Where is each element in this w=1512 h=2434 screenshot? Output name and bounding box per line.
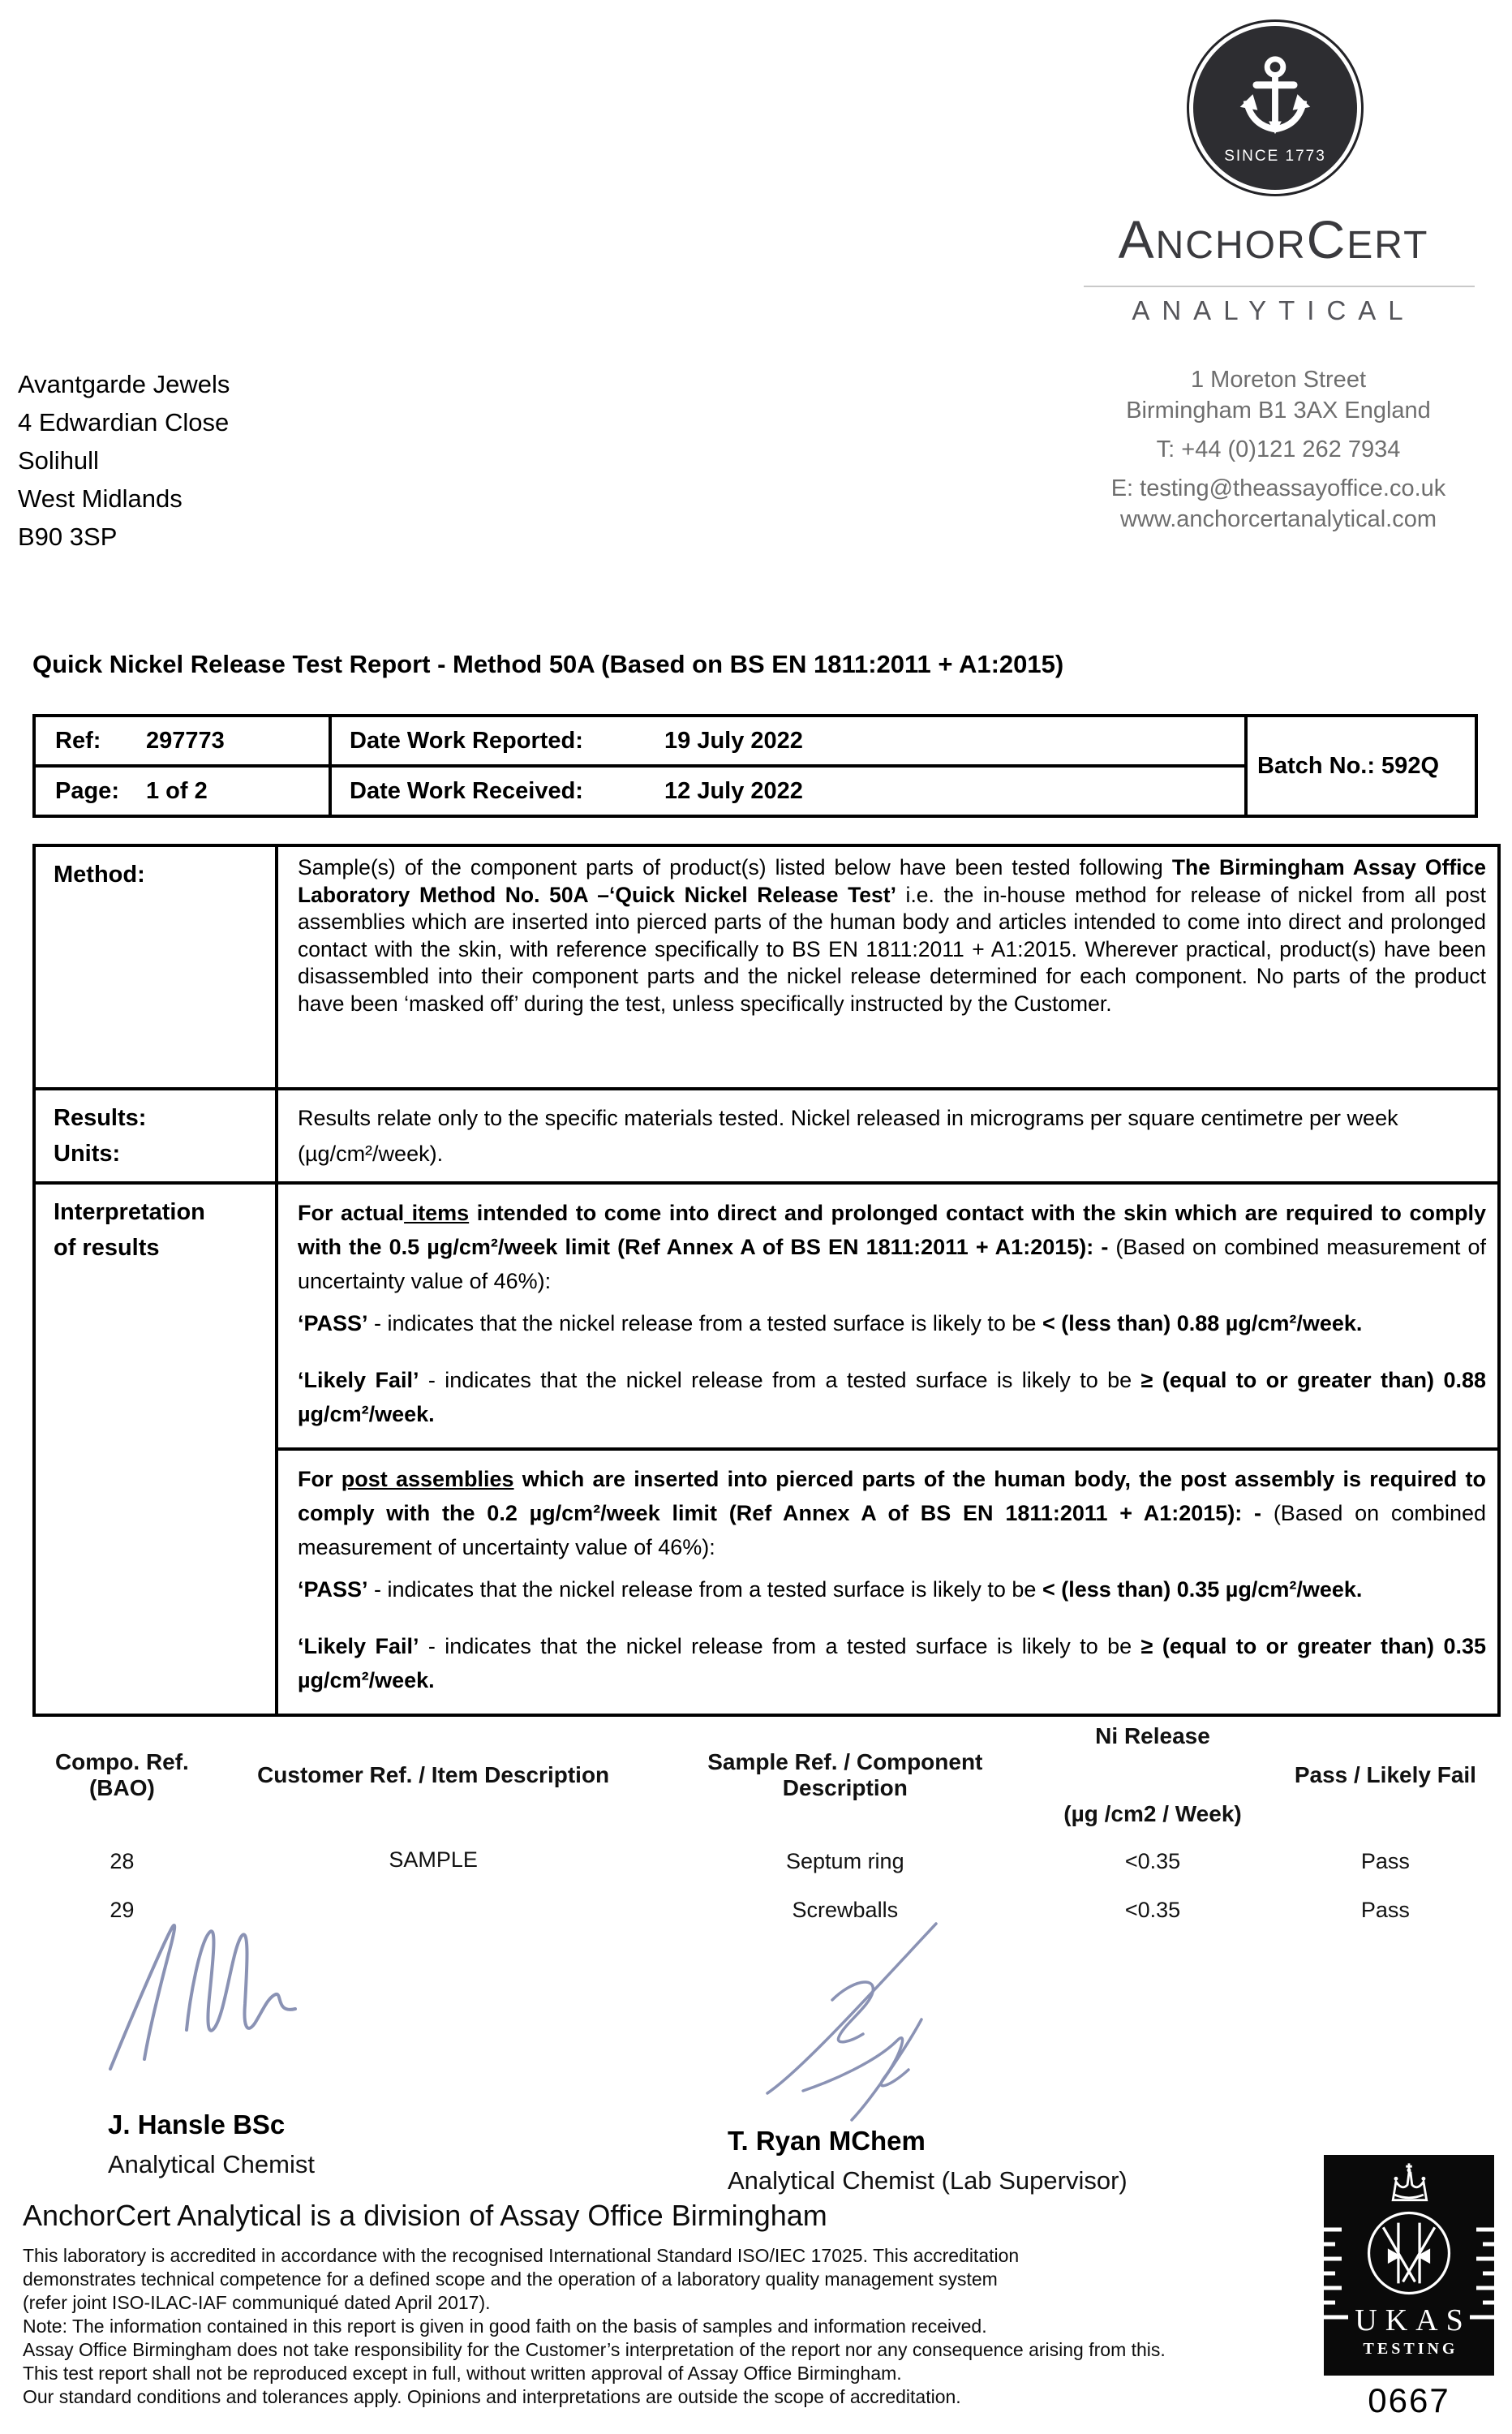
interpretation-row xyxy=(34,1183,1499,1715)
header-line: Sample Ref. / Component xyxy=(707,1749,983,1774)
page-value: 1 of 2 xyxy=(146,777,208,804)
ref-label: Ref: xyxy=(55,727,101,754)
sample-ref-header xyxy=(655,1714,1035,1837)
customer-address xyxy=(18,365,230,556)
date-reported-cell xyxy=(330,716,1246,766)
table-row xyxy=(32,1837,1501,1886)
result-cell: Pass xyxy=(1360,1848,1410,1873)
compo-ref-header xyxy=(32,1714,212,1837)
pass-fail-header: Pass / Likely Fail xyxy=(1294,1762,1476,1787)
page-cell xyxy=(34,766,330,816)
ukas-accreditation-mark xyxy=(1324,2155,1494,2420)
signature-chemist-icon xyxy=(96,1900,299,2087)
header-units: (µg /cm2 / Week) xyxy=(1063,1801,1242,1826)
customer-address-line: West Midlands xyxy=(18,484,183,513)
customer-address-line: 4 Edwardian Close xyxy=(18,408,230,436)
units-label: Units: xyxy=(54,1141,121,1167)
ukas-logo xyxy=(1324,2155,1494,2376)
signature-supervisor-icon xyxy=(754,1903,957,2134)
lab-email: E: testing@theassayoffice.co.uk xyxy=(1110,475,1446,501)
method-paragraph: Sample(s) of the component parts of product(s) listed below have been tested following The Birmingham Assay Office Laboratory Method No. 50A –‘Quick Nickel Release Test’ i.e. the in-house method for release of nickel from all post assemblies which are inserted into pierced parts of the human body and articles intended to come into direct and prolonged contact with the skin, with reference specifically to BS EN 1811:2011 + A1:2015. Wherever practical, product(s) have been disassembled into their component parts and the nickel release determined for each component. No parts of the product have been ‘masked off’ during the test, unless specifically instructed by the Customer. xyxy=(298,855,1487,1016)
accreditation-small-print xyxy=(23,2244,1166,2409)
results-header-row xyxy=(32,1714,1501,1837)
report-body xyxy=(32,844,1501,1934)
customer-address-line: Avantgarde Jewels xyxy=(18,370,230,398)
header-line: (BAO) xyxy=(88,1775,155,1800)
items-limit-intro: For actual items intended to come into direct and prolonged contact with the skin which are required to comply with the 0.5 µg/cm²/week limit (Ref Annex A of BS EN 1811:2011 + A1:2015): - (Based on combined measurement of uncertainty value of 46%): xyxy=(298,1201,1486,1293)
compo-ref-cell: 29 xyxy=(110,1897,135,1922)
ni-release-cell: <0.35 xyxy=(1124,1897,1181,1922)
lab-address-line: 1 Moreton Street xyxy=(1191,367,1366,393)
method-label: Method: xyxy=(34,845,277,1089)
lab-address xyxy=(1076,367,1481,537)
ref-cell xyxy=(34,716,330,766)
brand-part: C xyxy=(1306,209,1347,269)
crown-icon xyxy=(1382,2160,1436,2209)
page-label: Page: xyxy=(55,777,119,804)
header-line: Compo. Ref. xyxy=(54,1749,189,1774)
lab-website: www.anchorcertanalytical.com xyxy=(1119,506,1437,532)
ukas-number: 0667 xyxy=(1368,2381,1450,2419)
results-text: Results relate only to the specific materials tested. Nickel released in micrograms per square centimetre per week (µg/cm²/week). xyxy=(277,1089,1499,1183)
items-pass-definition: ‘PASS’ - indicates that the nickel release from a tested surface is likely to be < (less than) 0.88 µg/cm²/week. xyxy=(298,1311,1363,1335)
small-print-line: Assay Office Birmingham does not take responsibility for the Customer’s interpretation of the report nor any consequence arising from this. xyxy=(23,2339,1166,2360)
brand-wordmark xyxy=(1038,209,1509,269)
component-cell: Screwballs xyxy=(792,1897,899,1922)
header-line: Description xyxy=(782,1775,908,1800)
brand-part: A xyxy=(1118,209,1156,269)
small-print-line: Our standard conditions and tolerances apply. Opinions and interpretations are outside the scope of accreditation. xyxy=(23,2386,961,2407)
ref-value: 297773 xyxy=(146,727,225,754)
small-print-line: (refer joint ISO-ILAC-IAF communiqué dated April 2017). xyxy=(23,2292,491,2313)
brand-part: NCHOR xyxy=(1155,224,1307,267)
lab-phone: T: +44 (0)121 262 7934 xyxy=(1156,436,1401,462)
method-results-table xyxy=(32,844,1501,1717)
brand-divider xyxy=(1084,286,1475,287)
customer-ref-header: Customer Ref. / Item Description xyxy=(257,1762,610,1787)
brand-subtitle: ANALYTICAL xyxy=(1132,295,1415,325)
batch-cell: Batch No.: 592Q xyxy=(1246,716,1476,816)
anchorcert-logo xyxy=(1187,19,1364,196)
date-reported-value: 19 July 2022 xyxy=(664,727,803,754)
customer-ref-cell: SAMPLE xyxy=(389,1847,478,1872)
chemist-name: J. Hansle BSc xyxy=(108,2109,286,2139)
compo-ref-cell: 28 xyxy=(110,1848,135,1873)
customer-address-line: Solihull xyxy=(18,446,99,475)
ukas-left-ticks-icon xyxy=(1324,2225,1351,2334)
header-line: Ni Release xyxy=(1095,1723,1210,1748)
interpretation-label-line: Interpretation xyxy=(54,1199,205,1225)
items-limit-box xyxy=(278,1185,1497,1447)
result-cell: Pass xyxy=(1360,1897,1410,1922)
ni-release-header xyxy=(1035,1714,1270,1837)
chemist-role: Analytical Chemist xyxy=(108,2150,315,2178)
ni-release-cell: <0.35 xyxy=(1124,1848,1181,1873)
interpretation-label-line: of results xyxy=(54,1235,160,1261)
small-print-line: This laboratory is accredited in accordance with the recognised International Standard ISO/IEC 17025. This accreditation xyxy=(23,2245,1020,2266)
results-label: Results: xyxy=(54,1105,147,1131)
report-title: Quick Nickel Release Test Report - Method 50A (Based on BS EN 1811:2011 + A1:2015) xyxy=(32,650,1064,678)
items-fail-definition: ‘Likely Fail’ - indicates that the nickel release from a tested surface is likely to be ≥ (equal to or greater than) 0.88 µg/cm²/week. xyxy=(298,1368,1486,1426)
ukas-wordmark: UKAS xyxy=(1355,2303,1471,2337)
post-fail-definition: ‘Likely Fail’ - indicates that the nickel release from a tested surface is likely to be ≥ (equal to or greater than) 0.35 µg/cm²/week. xyxy=(298,1634,1486,1692)
division-statement: AnchorCert Analytical is a division of Assay Office Birmingham xyxy=(23,2199,827,2232)
method-row xyxy=(34,845,1499,1089)
anchor-icon xyxy=(1233,51,1317,151)
supervisor-role: Analytical Chemist (Lab Supervisor) xyxy=(728,2166,1128,2195)
date-received-cell xyxy=(330,766,1246,816)
ukas-testing-label: TESTING xyxy=(1363,2340,1458,2358)
reference-table xyxy=(32,714,1478,818)
interpretation-content xyxy=(277,1183,1499,1715)
results-units-label xyxy=(34,1089,277,1183)
small-print-line: This test report shall not be reproduced except in full, without written approval of Assay Office Birmingham. xyxy=(23,2363,902,2384)
method-text xyxy=(277,845,1499,1089)
ref-row xyxy=(34,716,1476,766)
small-print-line: Note: The information contained in this report is given in good faith on the basis of samples and information received. xyxy=(23,2316,987,2337)
anchor-logo-disc xyxy=(1193,26,1357,190)
post-assemblies-limit-box xyxy=(278,1447,1497,1714)
post-pass-definition: ‘PASS’ - indicates that the nickel release from a tested surface is likely to be < (less than) 0.35 µg/cm²/week. xyxy=(298,1577,1363,1602)
logo-since-text: SINCE 1773 xyxy=(1224,147,1326,165)
post-limit-intro: For post assemblies which are inserted into pierced parts of the human body, the post assembly is required to comply with the 0.2 µg/cm²/week limit (Ref Annex A of BS EN 1811:2011 + A1:2015): - (Based on combined measurement of uncertainty value of 46%): xyxy=(298,1467,1486,1559)
interpretation-label xyxy=(34,1183,277,1715)
date-received-label: Date Work Received: xyxy=(350,777,583,804)
customer-address-line: B90 3SP xyxy=(18,522,118,551)
lab-address-line: Birmingham B1 3AX England xyxy=(1126,398,1431,424)
ukas-right-ticks-icon xyxy=(1467,2225,1494,2334)
date-received-value: 12 July 2022 xyxy=(664,777,803,804)
supervisor-name: T. Ryan MChem xyxy=(728,2126,926,2156)
ukas-emblem-icon xyxy=(1364,2208,1454,2303)
small-print-line: demonstrates technical competence for a defined scope and the operation of a laboratory quality management system xyxy=(23,2268,998,2290)
results-units-row xyxy=(34,1089,1499,1183)
component-cell: Septum ring xyxy=(786,1848,904,1873)
brand-part: ERT xyxy=(1347,224,1429,267)
date-reported-label: Date Work Reported: xyxy=(350,727,583,754)
